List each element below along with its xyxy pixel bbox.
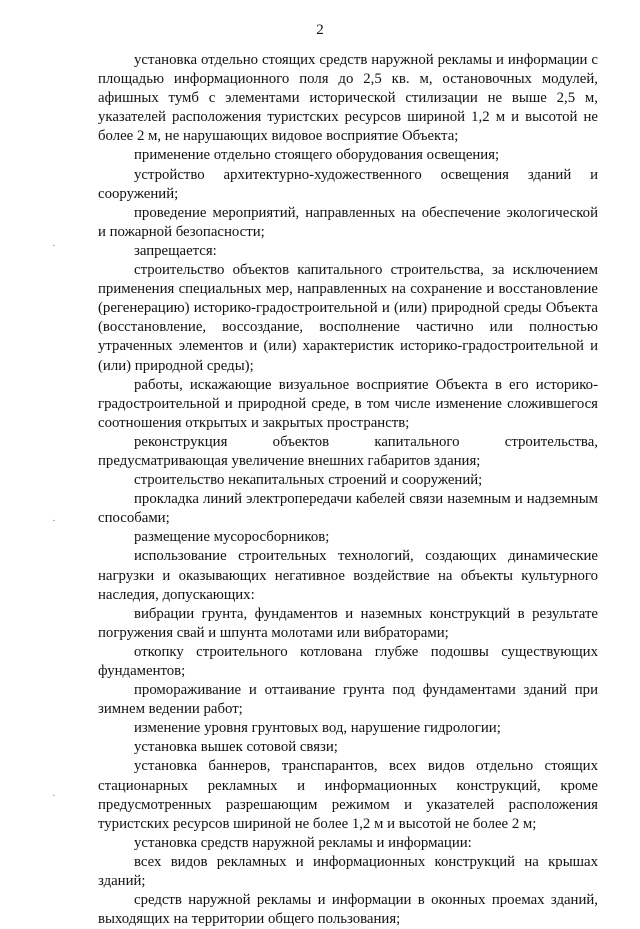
- paragraph: строительство объектов капитального строительства, за исключением применения специальных мер, направленных на сохранение и восстановление (регенерацию) историко-градостроительной и (или) природной среды Объекта (восстановление, воссоздание, восполнение частично или полностью утраченных элементов и (или) характеристик историко-градостроительной и (или) природной среды);: [98, 262, 598, 374]
- margin-mark: ·: [52, 240, 56, 252]
- paragraph: использование строительных технологий, создающих динамические нагрузки и оказывающих негативное воздействие на объекты культурного наследия, допускающих:: [98, 548, 598, 603]
- margin-mark: ·: [52, 790, 56, 802]
- paragraph: работы, искажающие визуальное восприятие Объекта в его историко-градостроительной и природной среде, в том числе изменение сложившегося соотношения открытых и закрытых пространств;: [98, 376, 598, 431]
- margin-mark: ·: [52, 515, 56, 527]
- paragraph: проведение мероприятий, направленных на обеспечение экологической и пожарной безопасности;: [98, 204, 598, 240]
- paragraph: размещение мусоросборников;: [134, 529, 330, 546]
- paragraph: вибрации грунта, фундаментов и наземных конструкций в результате погружения свай и шпунта молотами или вибраторами;: [98, 605, 598, 641]
- document-body: [98, 51, 598, 929]
- paragraph: устройство архитектурно-художественного освещения зданий и сооружений;: [98, 166, 598, 202]
- paragraph: установка вышек сотовой связи;: [134, 739, 338, 756]
- paragraph: применение отдельно стоящего оборудования освещения;: [134, 147, 500, 164]
- paragraph: установка отдельно стоящих средств наружной рекламы и информации с площадью информационного поля до 2,5 кв. м, остановочных модулей, афишных тумб с элементами исторической стилизации не выше 2,5 м, указателей расположения туристских ресурсов шириной 1,2 м и высотой не более 2 м, не нарушающих видовое восприятие Объекта;: [98, 52, 598, 145]
- paragraph: прокладка линий электропередачи кабелей связи наземным и надземным способами;: [98, 491, 598, 527]
- page-number: 2: [316, 22, 324, 38]
- paragraph: всех видов рекламных и информационных конструкций на крышах зданий;: [98, 853, 598, 890]
- paragraph: установка баннеров, транспарантов, всех видов отдельно стоящих стационарных рекламных и информационных конструкций, кроме предусмотренных разрешающим режимом и указателей расположения туристских ресурсов шириной не более 1,2 м и высотой не более 2 м;: [98, 758, 598, 832]
- paragraph: промораживание и оттаивание грунта под фундаментами зданий при зимнем ведении работ;: [98, 682, 598, 718]
- paragraph: реконструкция объектов капитального строительства, предусматривающая увеличение внешних габаритов здания;: [98, 433, 598, 469]
- paragraph: запрещается:: [134, 242, 217, 259]
- paragraph: изменение уровня грунтовых вод, нарушение гидрологии;: [134, 720, 501, 737]
- paragraph: откопку строительного котлована глубже подошвы существующих фундаментов;: [98, 643, 598, 679]
- paragraph: средств наружной рекламы и информации в оконных проемах зданий, выходящих на территории общего пользования;: [98, 892, 598, 928]
- paragraph: строительство некапитальных строений и сооружений;: [134, 472, 483, 489]
- paragraph: установка средств наружной рекламы и информации:: [134, 834, 472, 851]
